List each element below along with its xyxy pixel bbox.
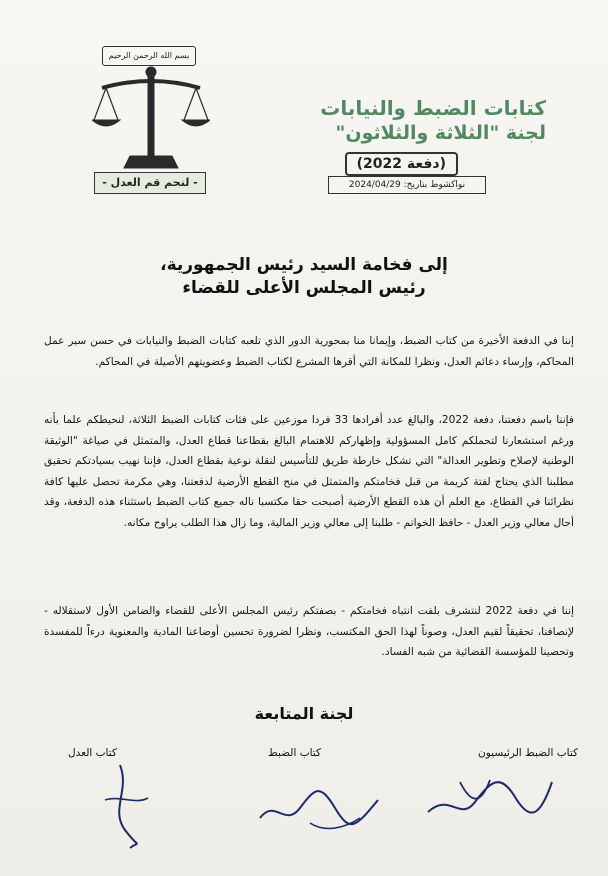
addressee-line-2: رئيس المجلس الأعلى للقضاء — [182, 278, 426, 298]
signature-notaries — [90, 760, 160, 850]
signature-chief-clerks — [420, 762, 560, 832]
signature-clerks — [250, 778, 390, 838]
scales-of-justice-logo — [92, 66, 210, 172]
committee-name: لجنة "الثلاثة والثلاثون" — [335, 122, 546, 144]
body-paragraph-3: إننا في دفعة 2022 لنتشرف بلفت انتباه فخامتكم - بصفتكم رئيس المجلس الأعلى للقضاء والضامن الأول لاستقلاله - لإنصافنا، تحقيقاً لقيم العدل، وصوناً لهذا الحق المكتسب، ونظرا لضرورة تحسين أوضاعنا المادية والمعنوية درءاً للمفسدة وتحصينا للمؤسسة القضائية من شبه الفساد. — [44, 605, 574, 659]
body-paragraph-1: إننا في الدفعة الأخيرة من كتاب الضبط، وإيمانا منا بمحورية الدور الذي تلعبه كتابات الضبط والنيابات في حسن سير عمل المحاكم، وإرساء دعائم العدل، ونظرا للمكانة التي أقرها المشرع لكتاب الضبط وعضويتهم الأصيلة في المحاكم. — [44, 335, 574, 368]
signatory-notaries: كتاب العدل — [68, 747, 117, 759]
batch-label: (دفعة 2022) — [345, 152, 458, 176]
signatory-clerks: كتاب الضبط — [268, 747, 321, 759]
body-paragraph-2: فإننا باسم دفعتنا، دفعة 2022، والبالغ عدد أفرادها 33 فردا موزعين على فئات كتابات الضبط الثلاثة، لنحيطكم علما بأنه ورغم استشعارنا لتحملكم كامل المسؤولية وإظهاركم للاهتمام البالغ بقطاعنا قطاع العدل، والمتمثل في صياغة "الوثيقة الوطنية لإصلاح وتطوير العدالة" التي تشكل خارطة طريق للتأسيس لنقلة نوعية بقطاع العدل، فإننا نهيب بسيادتكم تحقيق مطلبنا الذي يحتاج لفتة كريمة من قبل فخامتكم والمتمثل في منح القطع الأرضية لدفعتنا، وهي مكرمة تحصل عليها كافة نظرائنا في القطاع، مع العلم أن هذه القطع الأرضية أصبحت حقا مكتسبا ناله جميع كتاب الضبط باستثناء هذه الدفعة، وقد أحال معالي وزير العدل - حافظ الخواتم - طلبنا إلى معالي وزير المالية، وما زال هذا الطلب يراوح مكانه. — [44, 414, 574, 529]
committee-signature-title: لجنة المتابعة — [254, 704, 354, 723]
date-label: نواكشوط بتاريخ: 2024/04/29 — [328, 176, 486, 194]
organization-name: كتابات الضبط والنيابات — [320, 96, 546, 120]
basmala-label: بسم الله الرحمن الرحيم — [102, 46, 196, 66]
addressee-line-1: إلى فخامة السيد رئيس الجمهورية، — [160, 255, 448, 275]
motto-label: - لنحم قم العدل - — [94, 172, 206, 194]
signatory-chief-clerks: كتاب الضبط الرئيسيون — [478, 747, 578, 759]
